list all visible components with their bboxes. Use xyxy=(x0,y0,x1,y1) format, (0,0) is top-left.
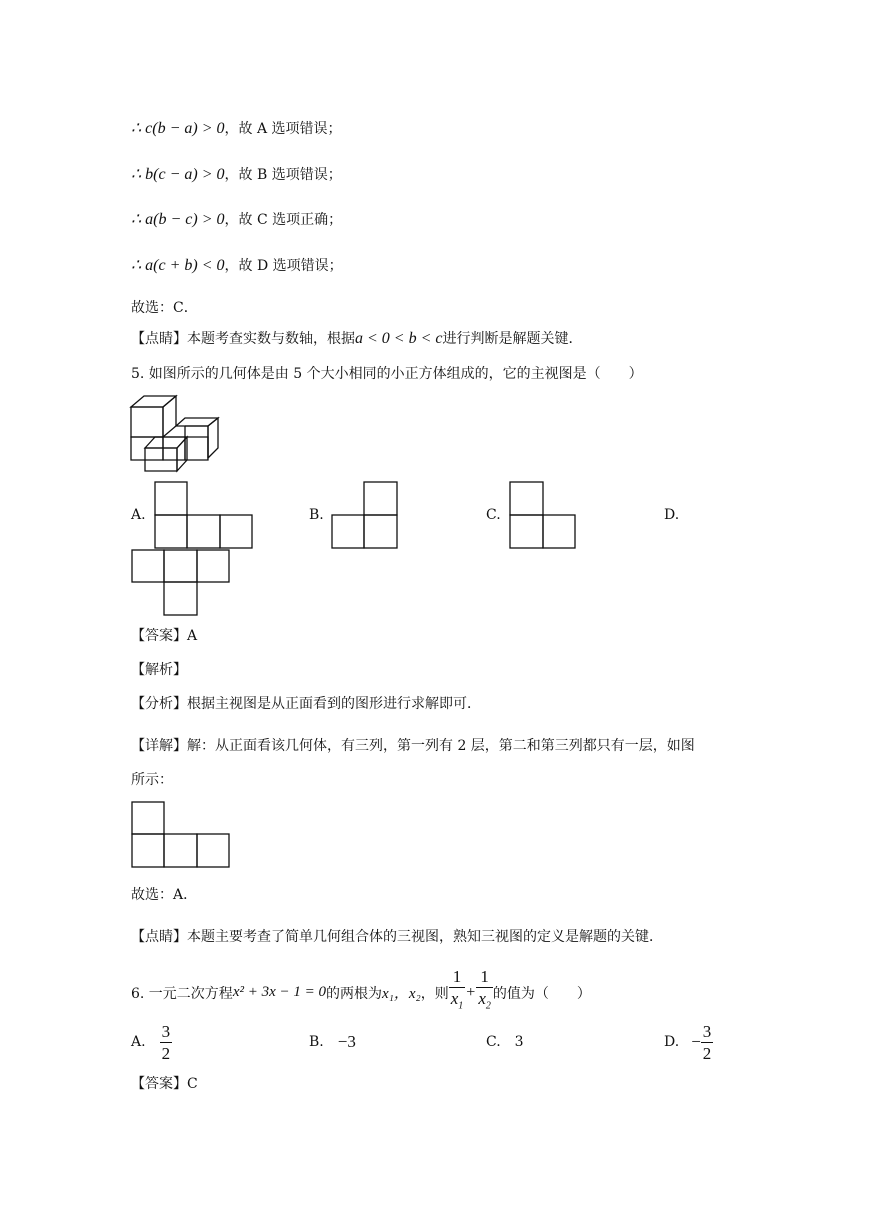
step-math-d: ∴ a(c + b) < 0 xyxy=(131,257,225,274)
q5-option-b-label[interactable]: B. xyxy=(309,507,324,523)
q6-option-b-value: −3 xyxy=(337,1032,356,1051)
q6-option-b-label: B. xyxy=(309,1034,324,1050)
q6-option-d-label: D. xyxy=(664,1034,680,1050)
q6-roots: x₁，x₂ xyxy=(382,986,421,1003)
q6-option-a-label: A. xyxy=(131,1034,146,1050)
q6-suffix: 的值为（ ） xyxy=(492,985,591,1002)
q6-option-d[interactable] xyxy=(664,1020,713,1064)
step-text-d: ，故 D 选项错误； xyxy=(224,258,343,274)
choice-line: 故选：C． xyxy=(131,300,198,316)
q5-choose: 故选：A． xyxy=(131,887,198,903)
q6-option-a-num: 3 xyxy=(161,1021,171,1041)
step-text-b: ，故 B 选项错误； xyxy=(224,167,342,183)
q6-option-a-fraction xyxy=(160,1023,173,1062)
q6-option-a[interactable] xyxy=(131,1020,172,1064)
q6-mid: 的两根为 xyxy=(326,985,382,1002)
q6-frac-2: $\frac{1}{x_2}$ xyxy=(478,967,491,1012)
q6-equation: x² + 3x − 1 = 0 xyxy=(232,984,326,1001)
q6-option-d-num: 3 xyxy=(702,1021,712,1041)
step-math-a: ∴ c(b − a) > 0 xyxy=(131,120,225,137)
q6-option-d-minus: − xyxy=(691,1032,701,1051)
dianjing-prefix: 【点睛】本题考查实数与数轴，根据 xyxy=(131,331,355,347)
step-math-c: ∴ a(b − c) > 0 xyxy=(131,211,225,228)
q5-answer: 【答案】A xyxy=(131,628,198,644)
q6-option-d-fraction xyxy=(701,1023,714,1062)
dianjing-math: a < 0 < b < c xyxy=(355,330,443,347)
q6-answer: 【答案】C xyxy=(131,1076,198,1092)
q5-option-d-label[interactable]: D. xyxy=(664,507,680,523)
q6-option-c[interactable] xyxy=(486,1020,524,1064)
step-math-b: ∴ b(c − a) > 0 xyxy=(131,166,225,183)
step-text-a: ，故 A 选项错误； xyxy=(224,121,342,137)
dianjing-suffix: 进行判断是解题关键． xyxy=(442,331,583,347)
q6-option-c-label: C. xyxy=(486,1034,501,1050)
q6-option-b[interactable] xyxy=(309,1020,356,1064)
q5-option-c-label[interactable]: C. xyxy=(486,507,501,523)
q6-prefix: 6. 一元二次方程 xyxy=(131,985,233,1002)
q6-option-a-den: 2 xyxy=(161,1043,171,1063)
q5-analysis-heading: 【解析】 xyxy=(131,662,187,678)
q6-then: ，则 xyxy=(420,985,449,1002)
q5-detail-line2: 所示： xyxy=(131,772,173,788)
q5-stem: 5. 如图所示的几何体是由 5 个大小相同的小正方体组成的，它的主视图是（ ） xyxy=(131,366,643,382)
q6-option-d-den: 2 xyxy=(702,1043,712,1063)
q5-option-a-label[interactable]: A. xyxy=(131,507,146,523)
q5-fenxi: 【分析】根据主视图是从正面看到的图形进行求解即可． xyxy=(131,696,481,712)
q5-detail-line1: 【详解】解：从正面看该几何体，有三列，第一列有 2 层，第二和第三列都只有一层，如图 xyxy=(131,738,695,754)
step-text-c: ，故 C 选项正确； xyxy=(224,212,343,228)
q6-frac-1: $\frac{1}{x_1}$ xyxy=(450,967,464,1012)
q6-plus: + xyxy=(466,983,476,1001)
q6-option-c-value: 3 xyxy=(514,1034,524,1050)
q5-dianjing: 【点睛】本题主要考查了简单几何组合体的三视图，熟知三视图的定义是解题的关键． xyxy=(131,929,663,945)
q6-stem xyxy=(131,967,591,1012)
